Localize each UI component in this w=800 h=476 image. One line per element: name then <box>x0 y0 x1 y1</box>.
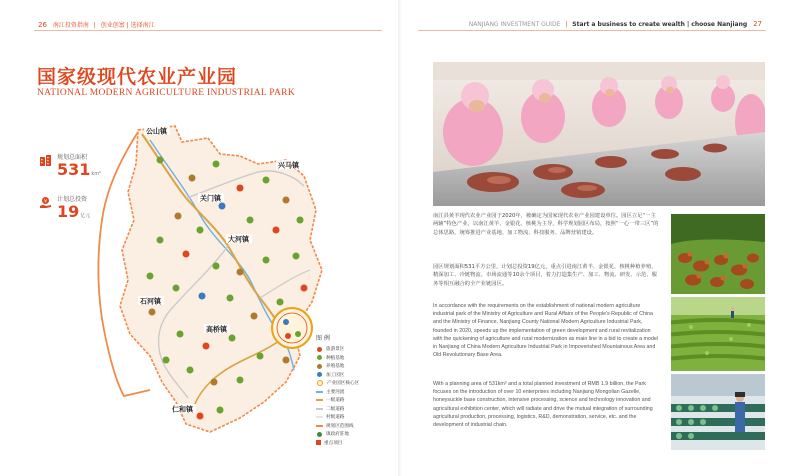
photo-textile-factory <box>671 374 765 450</box>
legend-rows <box>316 345 376 447</box>
photo-free-range-chickens <box>671 214 765 294</box>
legend-item <box>316 405 376 414</box>
legend-label: 加工园区 <box>326 372 345 378</box>
legend-label: 主要河流 <box>326 389 345 395</box>
stat-investment-value: 19 <box>57 202 80 221</box>
page-title: 国家级现代农业产业园 <box>37 66 238 88</box>
legend-swatch <box>317 347 322 352</box>
stat-investment-label: 计划总投资 <box>57 196 88 203</box>
legend-label: 产业园区核心区 <box>327 381 360 387</box>
legend-item <box>316 371 376 380</box>
legend-swatch <box>317 432 322 437</box>
legend-item <box>316 379 376 388</box>
photo-workers-processing-meat <box>433 62 765 206</box>
page-title-english: NATIONAL MODERN AGRICULTURE INDUSTRIAL PARK <box>37 88 295 98</box>
town-label: 仁和镇 <box>172 405 193 414</box>
legend-label: 旅游景区 <box>326 347 345 353</box>
legend-item <box>316 413 376 422</box>
legend-label: 一级道路 <box>326 398 345 404</box>
legend-item <box>316 388 376 397</box>
legend-swatch <box>317 355 322 360</box>
town-label: 兴马镇 <box>278 161 299 170</box>
stat-area-value: 531 <box>57 160 91 179</box>
legend-swatch <box>317 364 322 369</box>
building-icon <box>39 154 52 167</box>
legend-label: 镇政府驻地 <box>326 432 349 438</box>
legend-item <box>316 362 376 371</box>
page-gutter <box>398 0 402 476</box>
stat-investment-unit: 亿元 <box>80 213 91 219</box>
legend-swatch <box>317 372 322 377</box>
right-section-title: Start a business to create wealth | choose Nanjiang <box>572 21 748 28</box>
body-paragraph-cn-1: 南江县黄羊现代农业产业园于2020年，被确定为国家现代农业产业园建设单位。园区立足“一主两辅”特色产业，以南江黄羊、金银花、核桃为主导，科学规划园区布局，按照“一心一带三区”的总体思路，统筹推进产业基地、加工物流、科技服务、品牌营销建设。 <box>433 213 659 236</box>
left-header-rule <box>34 30 382 31</box>
left-page-number: 26 <box>38 21 47 29</box>
town-label: 高桥镇 <box>206 325 227 334</box>
legend-label: 规划区范围线 <box>326 423 354 429</box>
legend-item <box>316 439 376 448</box>
legend-swatch <box>316 440 321 445</box>
town-label: 公山镇 <box>146 127 167 136</box>
legend-label: 种植基地 <box>326 355 345 361</box>
money-hand-icon <box>39 196 52 209</box>
left-guide-title: 南江投资指南 <box>52 22 89 29</box>
svg-text:¥: ¥ <box>44 199 47 205</box>
legend-item <box>316 354 376 363</box>
legend-label: 村级道路 <box>326 415 345 421</box>
legend-swatch <box>316 391 323 393</box>
photo-tea-field <box>671 297 765 371</box>
legend-swatch <box>316 399 323 401</box>
town-label: 大河镇 <box>228 235 249 244</box>
town-label: 石河镇 <box>140 297 161 306</box>
map-legend <box>316 333 376 447</box>
legend-label: 二级道路 <box>326 406 345 412</box>
park-map <box>90 120 343 446</box>
legend-item <box>316 345 376 354</box>
right-header: NANJIANG INVESTMENT GUIDE | Start a business to create wealth | choose Nanjiang 27 <box>468 20 762 28</box>
legend-swatch <box>316 408 323 410</box>
core-area-ring <box>272 308 312 348</box>
legend-item <box>316 430 376 439</box>
body-paragraph-en-1: In accordance with the requirements on the establishment of national modern agriculture industrial park of the Ministry of Agriculture and Rural Affairs of the People's Republic of China and the Ministry of Finance, Nanjiang County National Modern Agriculture Industrial Park, founded in 2020, speeds up the implementation of green development and rural revitalization with the quickening of agriculture and rural modernization as main line in a bid to create a model in Nanjiang of China Modern Agriculture Industrial Park in Impoverished Mountainous Area and Old Revolutionary Base Area. <box>433 303 658 359</box>
stat-area-label: 规划总面积 <box>57 154 88 161</box>
stat-area-unit: km² <box>91 171 102 177</box>
legend-item <box>316 396 376 405</box>
right-guide-title: NANJIANG INVESTMENT GUIDE <box>468 21 561 28</box>
legend-swatch <box>317 380 323 386</box>
legend-swatch <box>316 416 323 418</box>
right-page-number: 27 <box>753 20 762 28</box>
body-paragraph-cn-2: 园区规划面积531平方公里，计划总投资19亿元，重点引进南江黄羊、金银花、核桃种植养殖、精深加工、冷链物流、市场流通等10余个项目，着力打造集生产、加工、物流、研发、示范、服务等相互融合的全产业链园区。 <box>433 264 657 287</box>
body-paragraph-en-2: With a planning area of 531km² and a total planned investment of RMB 1.9 billion, the Park focuses on the introduction of over 10 enterprises including Nanjiang Mongolian Gazelle, honeysuckle base construction, intensive processing, science and technology innovation and agricultural exhibition center, which will radiate and drive the mutual integration of surrounding agricultural production, processing, logistics, R&D, demonstration, service, etc. and the development of industrial chain. <box>433 381 653 429</box>
legend-title: 图 例 <box>316 335 330 342</box>
legend-label: 重点项目 <box>324 440 343 446</box>
left-header: 26 南江投资指南 | 创业创富 | 选择南江 <box>38 21 155 29</box>
town-label: 关门镇 <box>200 194 221 203</box>
legend-item <box>316 422 376 431</box>
stat-investment-value-wrap <box>57 202 90 221</box>
legend-label: 养殖基地 <box>326 364 345 370</box>
legend-swatch <box>316 425 323 427</box>
left-section-title: 创业创富 | 选择南江 <box>100 22 155 29</box>
right-header-rule <box>418 30 766 31</box>
